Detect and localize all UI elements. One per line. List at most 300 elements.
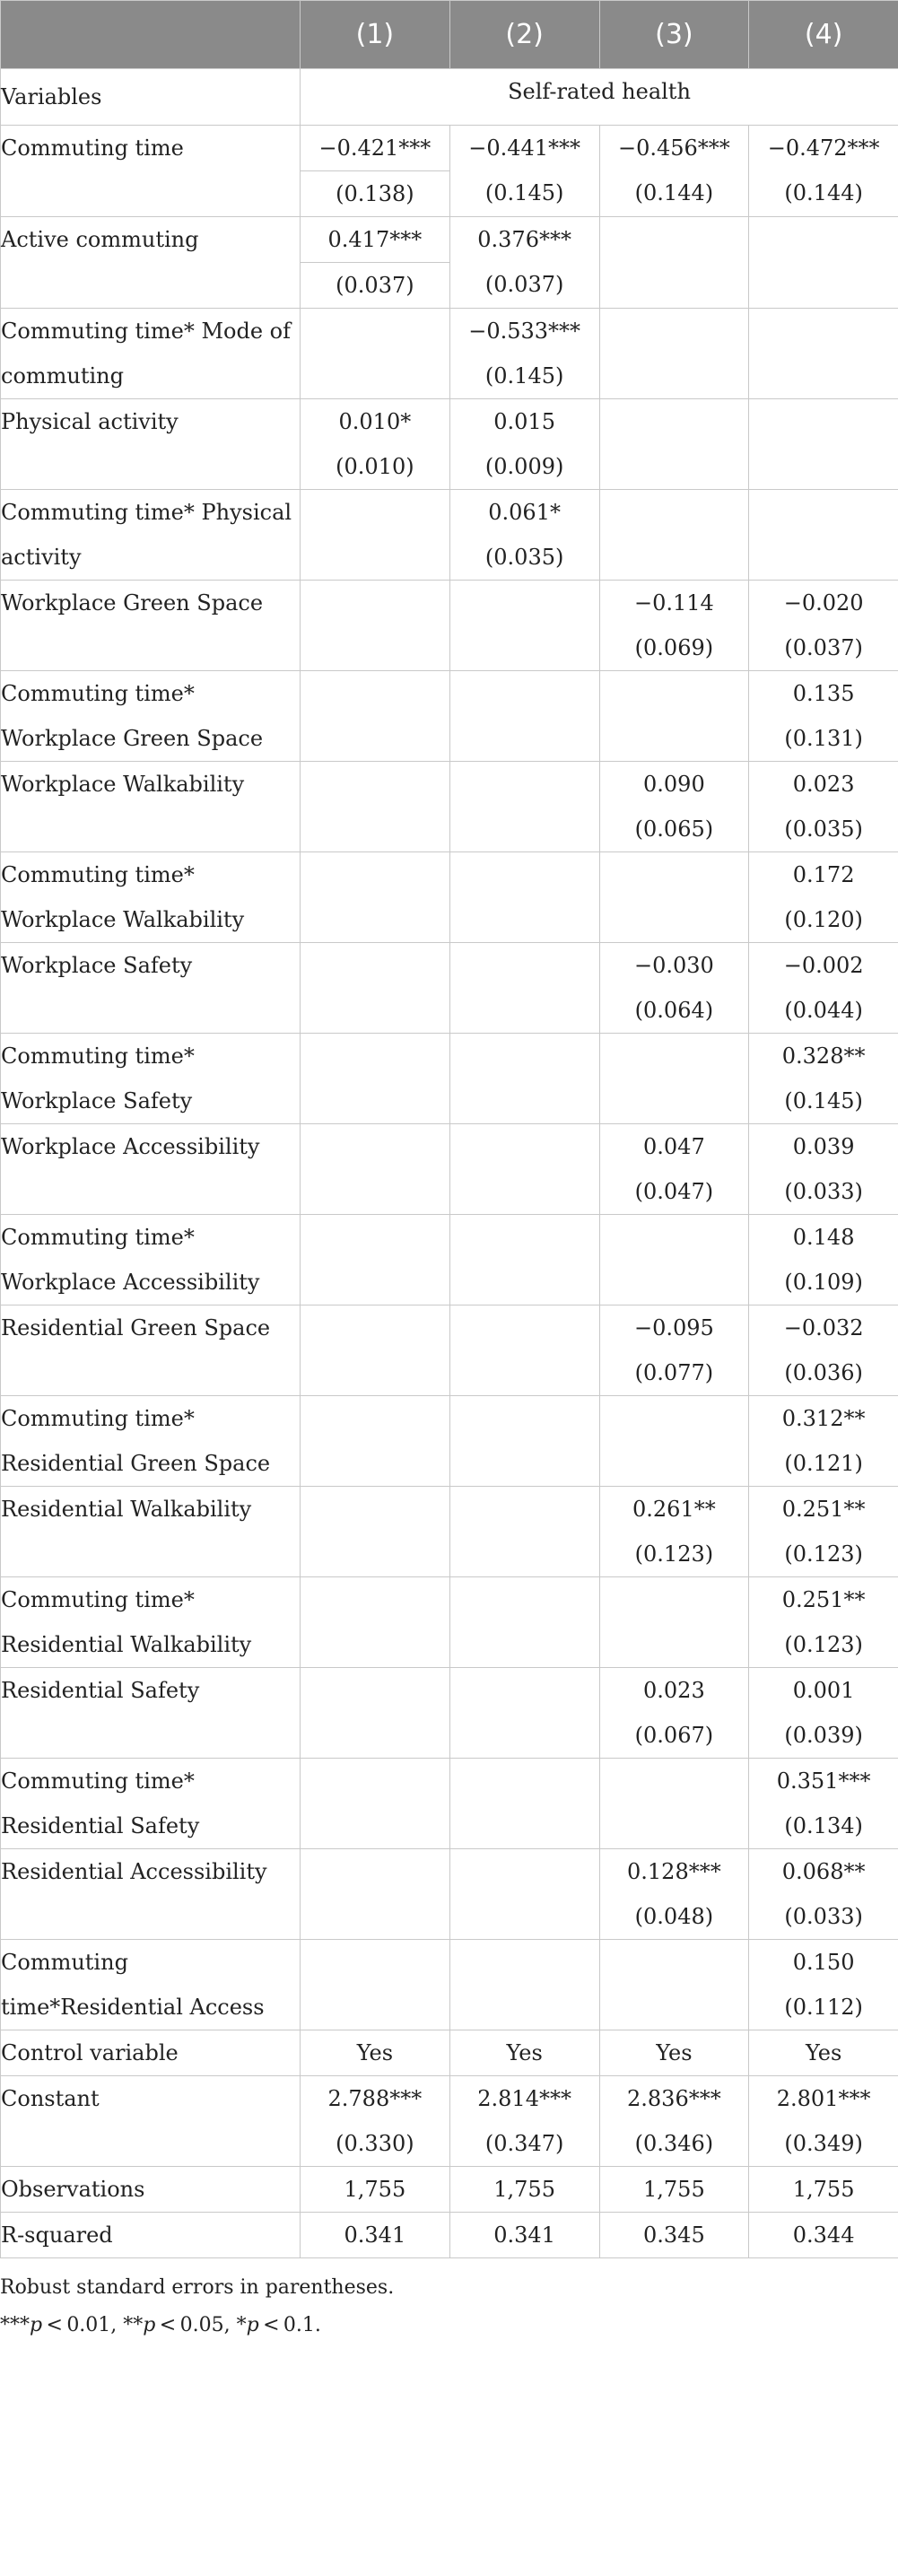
- coefficient: 0.135: [792, 681, 855, 706]
- coefficient: Yes: [656, 2040, 693, 2065]
- coefficient: [600, 217, 749, 262]
- standard-error: [450, 988, 599, 1033]
- standard-error: (0.036): [784, 1360, 863, 1385]
- standard-error: [600, 535, 749, 580]
- table-cell: [449, 2167, 599, 2213]
- standard-error: [301, 1350, 449, 1395]
- coefficient: [301, 1124, 449, 1169]
- standard-error: [450, 1169, 599, 1214]
- standard-error: [450, 1985, 599, 2030]
- standard-error: [600, 716, 749, 761]
- table-cell: [449, 1849, 599, 1940]
- header-cell-model-4: (4): [749, 1, 898, 69]
- sig-p: p: [246, 2314, 259, 2336]
- coefficient: [600, 1215, 749, 1260]
- table-cell: [749, 2030, 898, 2076]
- dependent-variable-label: Self-rated health: [301, 69, 898, 126]
- coefficient: [450, 1215, 599, 1260]
- standard-error: (0.330): [336, 2131, 414, 2156]
- coefficient: [600, 1759, 749, 1803]
- standard-error: [450, 807, 599, 851]
- table-cell: [599, 2030, 749, 2076]
- table-row: [1, 126, 898, 217]
- standard-error: [301, 1622, 449, 1667]
- coefficient: 0.039: [792, 1134, 855, 1159]
- table-cell: [301, 2076, 450, 2167]
- row-label: Commuting time*Residential Access: [1, 1940, 301, 2030]
- note-robust-se: Robust standard errors in parentheses.: [0, 2276, 395, 2299]
- table-row: [1, 1396, 898, 1487]
- table-cell: [449, 490, 599, 581]
- variables-label: Variables: [1, 69, 301, 126]
- table-cell: [301, 1124, 450, 1215]
- coefficient: [301, 671, 449, 716]
- coefficient: [301, 1940, 449, 1985]
- table-row: [1, 2167, 898, 2213]
- coefficient: −0.114: [633, 590, 714, 616]
- coefficient: 0.417***: [327, 227, 423, 252]
- standard-error: (0.144): [634, 180, 714, 205]
- coefficient: [301, 309, 449, 354]
- coefficient: −0.456***: [617, 135, 730, 161]
- coefficient: [301, 1034, 449, 1078]
- standard-error: (0.048): [634, 1904, 714, 1929]
- table-cell: [449, 852, 599, 943]
- coefficient: 0.001: [792, 1678, 855, 1703]
- table-cell: [449, 581, 599, 671]
- coefficient: [301, 1668, 449, 1713]
- standard-error: (0.069): [634, 635, 714, 660]
- coefficient: [450, 1396, 599, 1441]
- standard-error: (0.077): [634, 1360, 714, 1385]
- standard-error: [301, 1441, 449, 1486]
- coefficient: [301, 581, 449, 625]
- table-cell: [449, 2213, 599, 2258]
- table-cell: [301, 762, 450, 852]
- standard-error: [301, 1260, 449, 1305]
- standard-error: [450, 1260, 599, 1305]
- table-cell: [749, 1215, 898, 1305]
- coefficient: [600, 1396, 749, 1441]
- coefficient: 0.150: [792, 1950, 855, 1975]
- row-label: Commuting time* Workplace Walkability: [1, 852, 301, 943]
- table-cell: [599, 2076, 749, 2167]
- standard-error: [450, 1713, 599, 1758]
- standard-error: [600, 1441, 749, 1486]
- table-cell: [749, 852, 898, 943]
- coefficient: [749, 490, 898, 535]
- table-cell: [599, 1396, 749, 1487]
- table-cell: [599, 943, 749, 1034]
- table-cell: [599, 1124, 749, 1215]
- coefficient: [450, 1124, 599, 1169]
- table-cell: [301, 1487, 450, 1577]
- row-label: Active commuting: [1, 217, 301, 309]
- table-cell: [599, 581, 749, 671]
- coefficient: 0.128***: [627, 1859, 721, 1884]
- standard-error: [600, 1622, 749, 1667]
- row-label: Residential Accessibility: [1, 1849, 301, 1940]
- table-cell: [301, 1034, 450, 1124]
- row-label: Commuting time* Mode of commuting: [1, 309, 301, 399]
- coefficient: [301, 1487, 449, 1532]
- coefficient: 1,755: [493, 2177, 555, 2202]
- table-cell: [449, 126, 599, 217]
- coefficient: −0.441***: [468, 135, 581, 161]
- standard-error: [301, 1985, 449, 2030]
- table-cell: [599, 1034, 749, 1124]
- row-label: Control variable: [1, 2030, 301, 2076]
- coefficient: [749, 309, 898, 354]
- table-cell: [749, 1396, 898, 1487]
- table-row: [1, 1577, 898, 1668]
- coefficient: 0.172: [792, 862, 855, 887]
- coefficient: [450, 1305, 599, 1350]
- table-cell: [749, 2167, 898, 2213]
- coefficient: [600, 1940, 749, 1985]
- coefficient: [301, 1396, 449, 1441]
- table-cell: [449, 1577, 599, 1668]
- standard-error: [600, 444, 749, 489]
- standard-error: (0.131): [784, 726, 863, 751]
- standard-error: [450, 716, 599, 761]
- table-row: [1, 762, 898, 852]
- table-row: [1, 671, 898, 762]
- row-label: R-squared: [1, 2213, 301, 2258]
- row-label: Residential Walkability: [1, 1487, 301, 1577]
- row-label: Commuting time* Residential Green Space: [1, 1396, 301, 1487]
- table-cell: [599, 1215, 749, 1305]
- standard-error: (0.112): [784, 1995, 863, 2020]
- table-cell: [449, 1215, 599, 1305]
- sig-threshold: < 0.1.: [258, 2314, 321, 2336]
- standard-error: (0.067): [634, 1723, 714, 1748]
- standard-error: (0.121): [784, 1451, 863, 1476]
- table-cell: [599, 762, 749, 852]
- standard-error: [450, 625, 599, 670]
- table-cell: [599, 1940, 749, 2030]
- coefficient: [600, 1034, 749, 1078]
- coefficient: Yes: [356, 2040, 394, 2065]
- row-label: Commuting time* Workplace Safety: [1, 1034, 301, 1124]
- coefficient: 0.251**: [781, 1497, 866, 1522]
- standard-error: (0.037): [301, 262, 449, 308]
- table-cell: [301, 671, 450, 762]
- standard-error: (0.123): [784, 1632, 863, 1657]
- standard-error: [600, 1260, 749, 1305]
- table-row: [1, 490, 898, 581]
- standard-error: [600, 1803, 749, 1848]
- table-cell: [749, 126, 898, 217]
- table-cell: [449, 1034, 599, 1124]
- table-cell: [749, 671, 898, 762]
- table-cell: [301, 2167, 450, 2213]
- table-cell: [301, 2030, 450, 2076]
- table-cell: [301, 1940, 450, 2030]
- table-cell: [599, 1487, 749, 1577]
- coefficient: [450, 1940, 599, 1985]
- table-cell: [599, 490, 749, 581]
- coefficient: 2.836***: [627, 2086, 721, 2111]
- table-cell: [301, 217, 450, 309]
- standard-error: [301, 354, 449, 398]
- table-row: [1, 1759, 898, 1849]
- standard-error: [600, 262, 749, 307]
- coefficient: 0.061*: [488, 500, 561, 525]
- table-cell: [599, 1759, 749, 1849]
- table-cell: [301, 1577, 450, 1668]
- table-cell: [749, 490, 898, 581]
- standard-error: [450, 1441, 599, 1486]
- coefficient: −0.002: [783, 953, 864, 978]
- header-cell-model-3: (3): [599, 1, 749, 69]
- standard-error: (0.047): [634, 1179, 714, 1204]
- table-row: [1, 1034, 898, 1124]
- coefficient: 0.068**: [781, 1859, 866, 1884]
- table-cell: [749, 943, 898, 1034]
- table-cell: [599, 126, 749, 217]
- coefficient: [450, 1759, 599, 1803]
- table-cell: [599, 1849, 749, 1940]
- coefficient: −0.030: [633, 953, 714, 978]
- coefficient: [749, 399, 898, 444]
- table-cell: [301, 309, 450, 399]
- table-cell: [301, 1849, 450, 1940]
- standard-error: [301, 807, 449, 851]
- table-cell: [301, 126, 450, 217]
- table-cell: [449, 1487, 599, 1577]
- sig-stars: **: [123, 2314, 144, 2336]
- coefficient: 0.047: [643, 1134, 705, 1159]
- standard-error: [749, 354, 898, 398]
- table-cell: [749, 1305, 898, 1396]
- coefficient: [450, 1487, 599, 1532]
- table-row: [1, 852, 898, 943]
- coefficient: [450, 671, 599, 716]
- table-notes: [0, 2258, 898, 2345]
- table-cell: [599, 1577, 749, 1668]
- table-cell: [749, 1849, 898, 1940]
- table-row: [1, 309, 898, 399]
- table-cell: [449, 1305, 599, 1396]
- table-row: [1, 399, 898, 490]
- standard-error: [301, 988, 449, 1033]
- table-row: [1, 2076, 898, 2167]
- coefficient: [301, 1215, 449, 1260]
- standard-error: [301, 1169, 449, 1214]
- table-cell: [749, 1124, 898, 1215]
- table-cell: [599, 399, 749, 490]
- table-cell: [749, 309, 898, 399]
- standard-error: [450, 1894, 599, 1939]
- coefficient: [600, 490, 749, 535]
- coefficient: [301, 943, 449, 988]
- header-row: [1, 1, 898, 69]
- row-label: Residential Green Space: [1, 1305, 301, 1396]
- coefficient: 0.344: [792, 2222, 855, 2248]
- standard-error: (0.145): [484, 363, 564, 389]
- coefficient: [600, 1577, 749, 1622]
- standard-error: [301, 535, 449, 580]
- table-row: [1, 1487, 898, 1577]
- table-row: [1, 1305, 898, 1396]
- coefficient: [301, 490, 449, 535]
- header-cell-model-1: (1): [301, 1, 450, 69]
- coefficient: [600, 852, 749, 897]
- standard-error: [301, 1532, 449, 1576]
- table-cell: [749, 1034, 898, 1124]
- table-cell: [301, 943, 450, 1034]
- table-cell: [449, 943, 599, 1034]
- row-label: Workplace Safety: [1, 943, 301, 1034]
- coefficient: 0.341: [493, 2222, 555, 2248]
- row-label: Constant: [1, 2076, 301, 2167]
- table-cell: [449, 1759, 599, 1849]
- coefficient: [600, 399, 749, 444]
- table-cell: [749, 2213, 898, 2258]
- standard-error: [749, 535, 898, 580]
- table-cell: [749, 217, 898, 309]
- sig-stars: ***: [0, 2314, 30, 2336]
- coefficient: [450, 1668, 599, 1713]
- standard-error: (0.120): [784, 907, 863, 932]
- table-cell: [599, 671, 749, 762]
- table-cell: [301, 1215, 450, 1305]
- sig-p: p: [143, 2314, 156, 2336]
- sig-threshold: < 0.01,: [42, 2314, 124, 2336]
- table-row: [1, 2030, 898, 2076]
- standard-error: (0.134): [784, 1813, 863, 1838]
- table-cell: [749, 399, 898, 490]
- row-label: Commuting time* Residential Safety: [1, 1759, 301, 1849]
- row-label: Workplace Accessibility: [1, 1124, 301, 1215]
- standard-error: [600, 354, 749, 398]
- coefficient: −0.533***: [468, 319, 581, 344]
- coefficient: 0.312**: [781, 1406, 866, 1431]
- table-cell: [749, 1577, 898, 1668]
- standard-error: (0.039): [784, 1723, 863, 1748]
- sig-stars: *: [236, 2314, 247, 2336]
- coefficient: Yes: [506, 2040, 543, 2065]
- row-label: Commuting time* Residential Walkability: [1, 1577, 301, 1668]
- coefficient: [749, 217, 898, 262]
- table-cell: [301, 852, 450, 943]
- table-cell: [449, 2030, 599, 2076]
- coefficient: 1,755: [344, 2177, 406, 2202]
- standard-error: (0.064): [634, 998, 714, 1023]
- table-cell: [449, 1396, 599, 1487]
- coefficient: 2.801***: [776, 2086, 871, 2111]
- standard-error: (0.138): [301, 170, 449, 216]
- coefficient: [301, 1849, 449, 1894]
- standard-error: [301, 1894, 449, 1939]
- standard-error: [301, 625, 449, 670]
- table-row: [1, 1124, 898, 1215]
- coefficient: [450, 852, 599, 897]
- coefficient: 0.148: [792, 1225, 855, 1250]
- table-cell: [301, 2213, 450, 2258]
- coefficient: 2.788***: [327, 2086, 423, 2111]
- standard-error: (0.144): [784, 180, 863, 205]
- row-label: Workplace Walkability: [1, 762, 301, 852]
- table-cell: [599, 1305, 749, 1396]
- coefficient: 0.376***: [477, 227, 571, 252]
- row-label: Commuting time* Workplace Accessibility: [1, 1215, 301, 1305]
- row-label: Residential Safety: [1, 1668, 301, 1759]
- coefficient: [450, 943, 599, 988]
- coefficient: −0.095: [633, 1315, 714, 1340]
- standard-error: [301, 1078, 449, 1123]
- table-cell: [449, 762, 599, 852]
- standard-error: (0.145): [484, 180, 564, 205]
- standard-error: [600, 897, 749, 942]
- table-row: [1, 581, 898, 671]
- coefficient: [301, 1577, 449, 1622]
- coefficient: [450, 1577, 599, 1622]
- standard-error: [749, 444, 898, 489]
- table-cell: [301, 490, 450, 581]
- table-cell: [301, 1759, 450, 1849]
- standard-error: [301, 897, 449, 942]
- table-cell: [449, 1668, 599, 1759]
- coefficient: [301, 762, 449, 807]
- table-cell: [599, 2167, 749, 2213]
- table-cell: [599, 1668, 749, 1759]
- sig-p: p: [30, 2314, 43, 2336]
- coefficient: [301, 1759, 449, 1803]
- standard-error: [450, 1803, 599, 1848]
- standard-error: (0.346): [634, 2131, 714, 2156]
- table-cell: [749, 1940, 898, 2030]
- coefficient: 0.251**: [781, 1587, 866, 1612]
- standard-error: (0.065): [634, 816, 714, 842]
- coefficient: [450, 1849, 599, 1894]
- sig-threshold: < 0.05,: [155, 2314, 237, 2336]
- table-cell: [449, 399, 599, 490]
- standard-error: [600, 1985, 749, 2030]
- standard-error: (0.123): [634, 1541, 714, 1567]
- standard-error: [749, 262, 898, 307]
- table-cell: [301, 1305, 450, 1396]
- standard-error: [450, 1622, 599, 1667]
- standard-error: [600, 1078, 749, 1123]
- table-cell: [749, 1668, 898, 1759]
- standard-error: [301, 1713, 449, 1758]
- coefficient: 1,755: [792, 2177, 855, 2202]
- standard-error: (0.033): [784, 1179, 863, 1204]
- coefficient: −0.472***: [767, 135, 880, 161]
- table-row: [1, 1940, 898, 2030]
- coefficient: 0.328**: [781, 1043, 866, 1069]
- standard-error: (0.037): [484, 272, 564, 297]
- row-label: Commuting time: [1, 126, 301, 217]
- coefficient: [450, 762, 599, 807]
- table-cell: [449, 1940, 599, 2030]
- coefficient: [600, 309, 749, 354]
- standard-error: (0.347): [484, 2131, 564, 2156]
- table-row: [1, 2213, 898, 2258]
- coefficient: −0.421***: [318, 135, 432, 161]
- coefficient: −0.032: [783, 1315, 864, 1340]
- standard-error: (0.033): [784, 1904, 863, 1929]
- standard-error: (0.109): [784, 1270, 863, 1295]
- table-cell: [599, 309, 749, 399]
- table-cell: [301, 1396, 450, 1487]
- coefficient: 1,755: [643, 2177, 705, 2202]
- coefficient: 0.341: [344, 2222, 406, 2248]
- table-cell: [449, 671, 599, 762]
- header-cell: [1, 1, 301, 69]
